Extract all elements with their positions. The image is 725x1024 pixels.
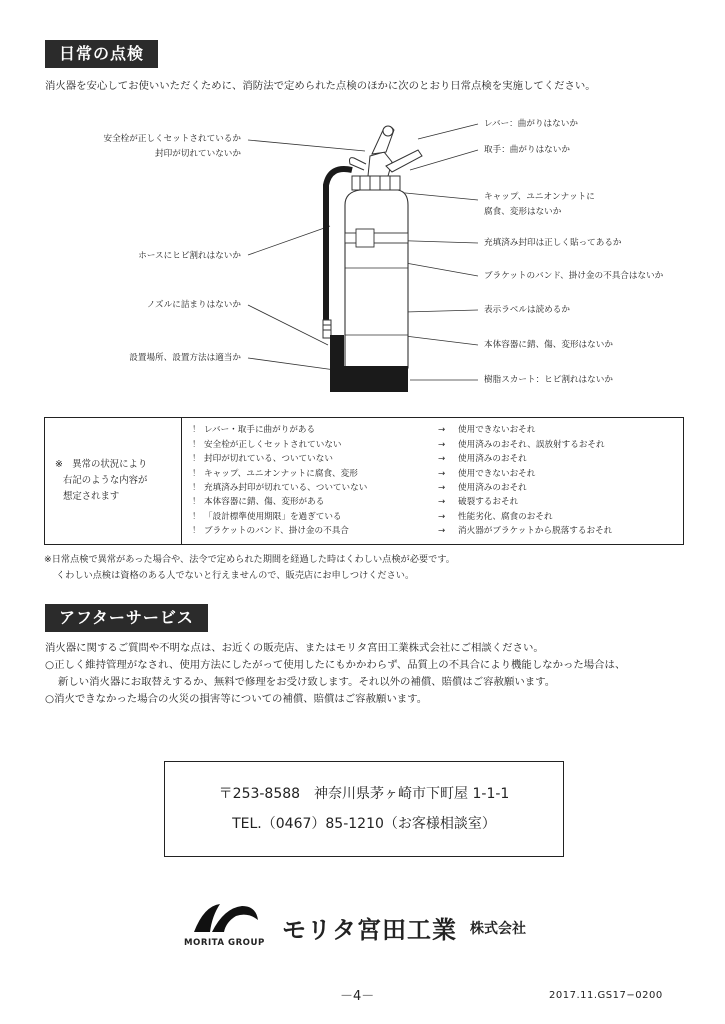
- abnormality-row: [192, 438, 683, 452]
- arrow-icon: →: [438, 454, 446, 465]
- after-service-line-1: 消火器に関するご質問や不明な点は、お近くの販売店、またはモリタ宮田工業株式会社にご相談ください。: [45, 642, 544, 654]
- warning-mark: ！: [192, 483, 201, 493]
- label-seal: 封印が切れていないか: [155, 149, 241, 159]
- abnormality-consequence: 破裂するおそれ: [458, 497, 519, 508]
- abnormality-consequence: 使用できないおそれ: [458, 425, 536, 436]
- label-filled-seal: 充填済み封印は正しく貼ってあるか: [484, 238, 622, 248]
- label-cap-2: 腐食、変形はないか: [484, 207, 562, 217]
- arrow-icon: →: [438, 439, 446, 450]
- postal-address: 〒253-8588 神奈川県茅ヶ崎市下町屋 1-1-1: [218, 786, 510, 802]
- after-service-line-4: ○消火できなかった場合の火災の損害等についての補償、賠償はご容赦願います。: [45, 693, 428, 705]
- abnormality-row: [192, 423, 683, 437]
- abnormality-note-cell: [45, 418, 182, 545]
- abnormality-row: [192, 467, 683, 481]
- label-lever: レバー：曲がりはないか: [484, 119, 578, 129]
- abnormality-condition: 「設計標準使用期限」を過ぎている: [204, 511, 342, 522]
- label-hose: ホースにヒビ割れはないか: [138, 251, 241, 261]
- abnormality-row: [192, 481, 683, 495]
- abnormality-consequence: 消火器がブラケットから脱落するおそれ: [458, 526, 613, 537]
- warning-mark: ！: [192, 526, 201, 537]
- abnormality-consequence: 性能劣化、腐食のおそれ: [458, 511, 553, 522]
- label-handle: 取手：曲がりはないか: [484, 145, 570, 155]
- abnormality-consequence: 使用できないおそれ: [458, 468, 536, 479]
- warning-mark: ！: [192, 511, 201, 522]
- warning-mark: ！: [192, 425, 201, 436]
- abnormality-condition: キャップ、ユニオンナットに腐食、変形: [204, 468, 358, 479]
- arrow-icon: →: [438, 497, 446, 508]
- abnormality-condition: 充填済み封印が切れている、ついていない: [204, 483, 368, 493]
- logo-company-suffix: 株式会社: [470, 921, 526, 937]
- arrow-icon: →: [438, 511, 446, 522]
- abnormality-note: ※ 異常の状況により 右記のような内容が 想定されます: [55, 459, 148, 502]
- warning-mark: ！: [192, 454, 201, 465]
- extinguisher-diagram: [0, 110, 725, 400]
- contact-box: [164, 761, 564, 857]
- after-service-line-3: 新しい消火器にお取替えするか、無料で修理をお受け致します。それ以外の補償、賠償はご容赦願います。: [58, 676, 556, 688]
- label-cap-1: キャップ、ユニオンナットに: [484, 192, 595, 202]
- footnote-line-2: くわしい点検は資格のある人でないと行えませんので、販売店にお申しつけください。: [56, 570, 415, 581]
- abnormality-condition: 封印が切れている、ついていない: [204, 454, 333, 465]
- logo-company-name: モリタ宮田工業: [282, 916, 457, 944]
- section-heading-after-service: アフターサービス: [45, 604, 208, 632]
- label-body: 本体容器に錆、傷、変形はないか: [484, 340, 613, 350]
- abnormality-row: [192, 510, 683, 524]
- abnormality-list-cell: [182, 418, 684, 545]
- footnote-line-1: ※日常点検で異常があった場合や、法令で定められた期間を経過した時はくわしい点検が必要です。: [44, 554, 455, 565]
- abnormality-row: [192, 452, 683, 466]
- warning-mark: ！: [192, 468, 201, 479]
- document-code: 2017.11.GS17−0200: [549, 990, 663, 1001]
- abnormality-consequence: 使用済みのおそれ: [458, 483, 527, 493]
- warning-mark: ！: [192, 497, 201, 508]
- label-skirt: 樹脂スカート：ヒビ割れはないか: [484, 375, 613, 385]
- page-number: －4－: [340, 989, 375, 1004]
- abnormality-row: [192, 495, 683, 509]
- abnormality-condition: レバー・取手に曲がりがある: [204, 425, 316, 436]
- arrow-icon: →: [438, 468, 446, 479]
- arrow-icon: →: [438, 425, 446, 436]
- abnormality-condition: 本体容器に錆、傷、変形がある: [204, 497, 325, 508]
- intro-text: 消火器を安心してお使いいただくために、消防法で定められた点検のほかに次のとおり日常点検を実施してください。: [45, 80, 596, 92]
- extinguisher-body: [345, 190, 408, 368]
- abnormality-consequence: 使用済みのおそれ: [458, 454, 527, 465]
- label-safety-pin: 安全栓が正しくセットされているか: [103, 134, 241, 144]
- abnormality-row: [192, 524, 683, 538]
- resin-skirt: [330, 366, 408, 392]
- label-nozzle: ノズルに詰まりはないか: [146, 300, 241, 310]
- label-display-label: 表示ラベルは読めるか: [484, 305, 570, 315]
- logo-group-text: MORITA GROUP: [184, 938, 265, 948]
- arrow-icon: →: [438, 526, 446, 537]
- label-installation: 設置場所、設置方法は適当か: [129, 353, 241, 363]
- phone-number: TEL.（0467）85-1210（お客様相談室）: [232, 816, 496, 832]
- abnormality-condition: 安全栓が正しくセットされていない: [204, 439, 342, 450]
- section-heading-daily-inspection: 日常の点検: [45, 40, 158, 68]
- after-service-line-2: ○正しく維持管理がなされ、使用方法にしたがって使用したにもかかわらず、品質上の不具合により機能しなかった場合は、: [45, 659, 626, 671]
- abnormality-consequence: 使用済みのおそれ、誤放射するおそれ: [458, 439, 605, 450]
- morita-logo-icon: [190, 898, 260, 938]
- abnormality-table: [44, 417, 684, 545]
- abnormality-condition: ブラケットのバンド、掛け金の不具合: [204, 526, 349, 537]
- label-bracket: ブラケットのバンド、掛け金の不具合はないか: [484, 271, 664, 281]
- warning-mark: ！: [192, 439, 201, 450]
- arrow-icon: →: [438, 483, 446, 493]
